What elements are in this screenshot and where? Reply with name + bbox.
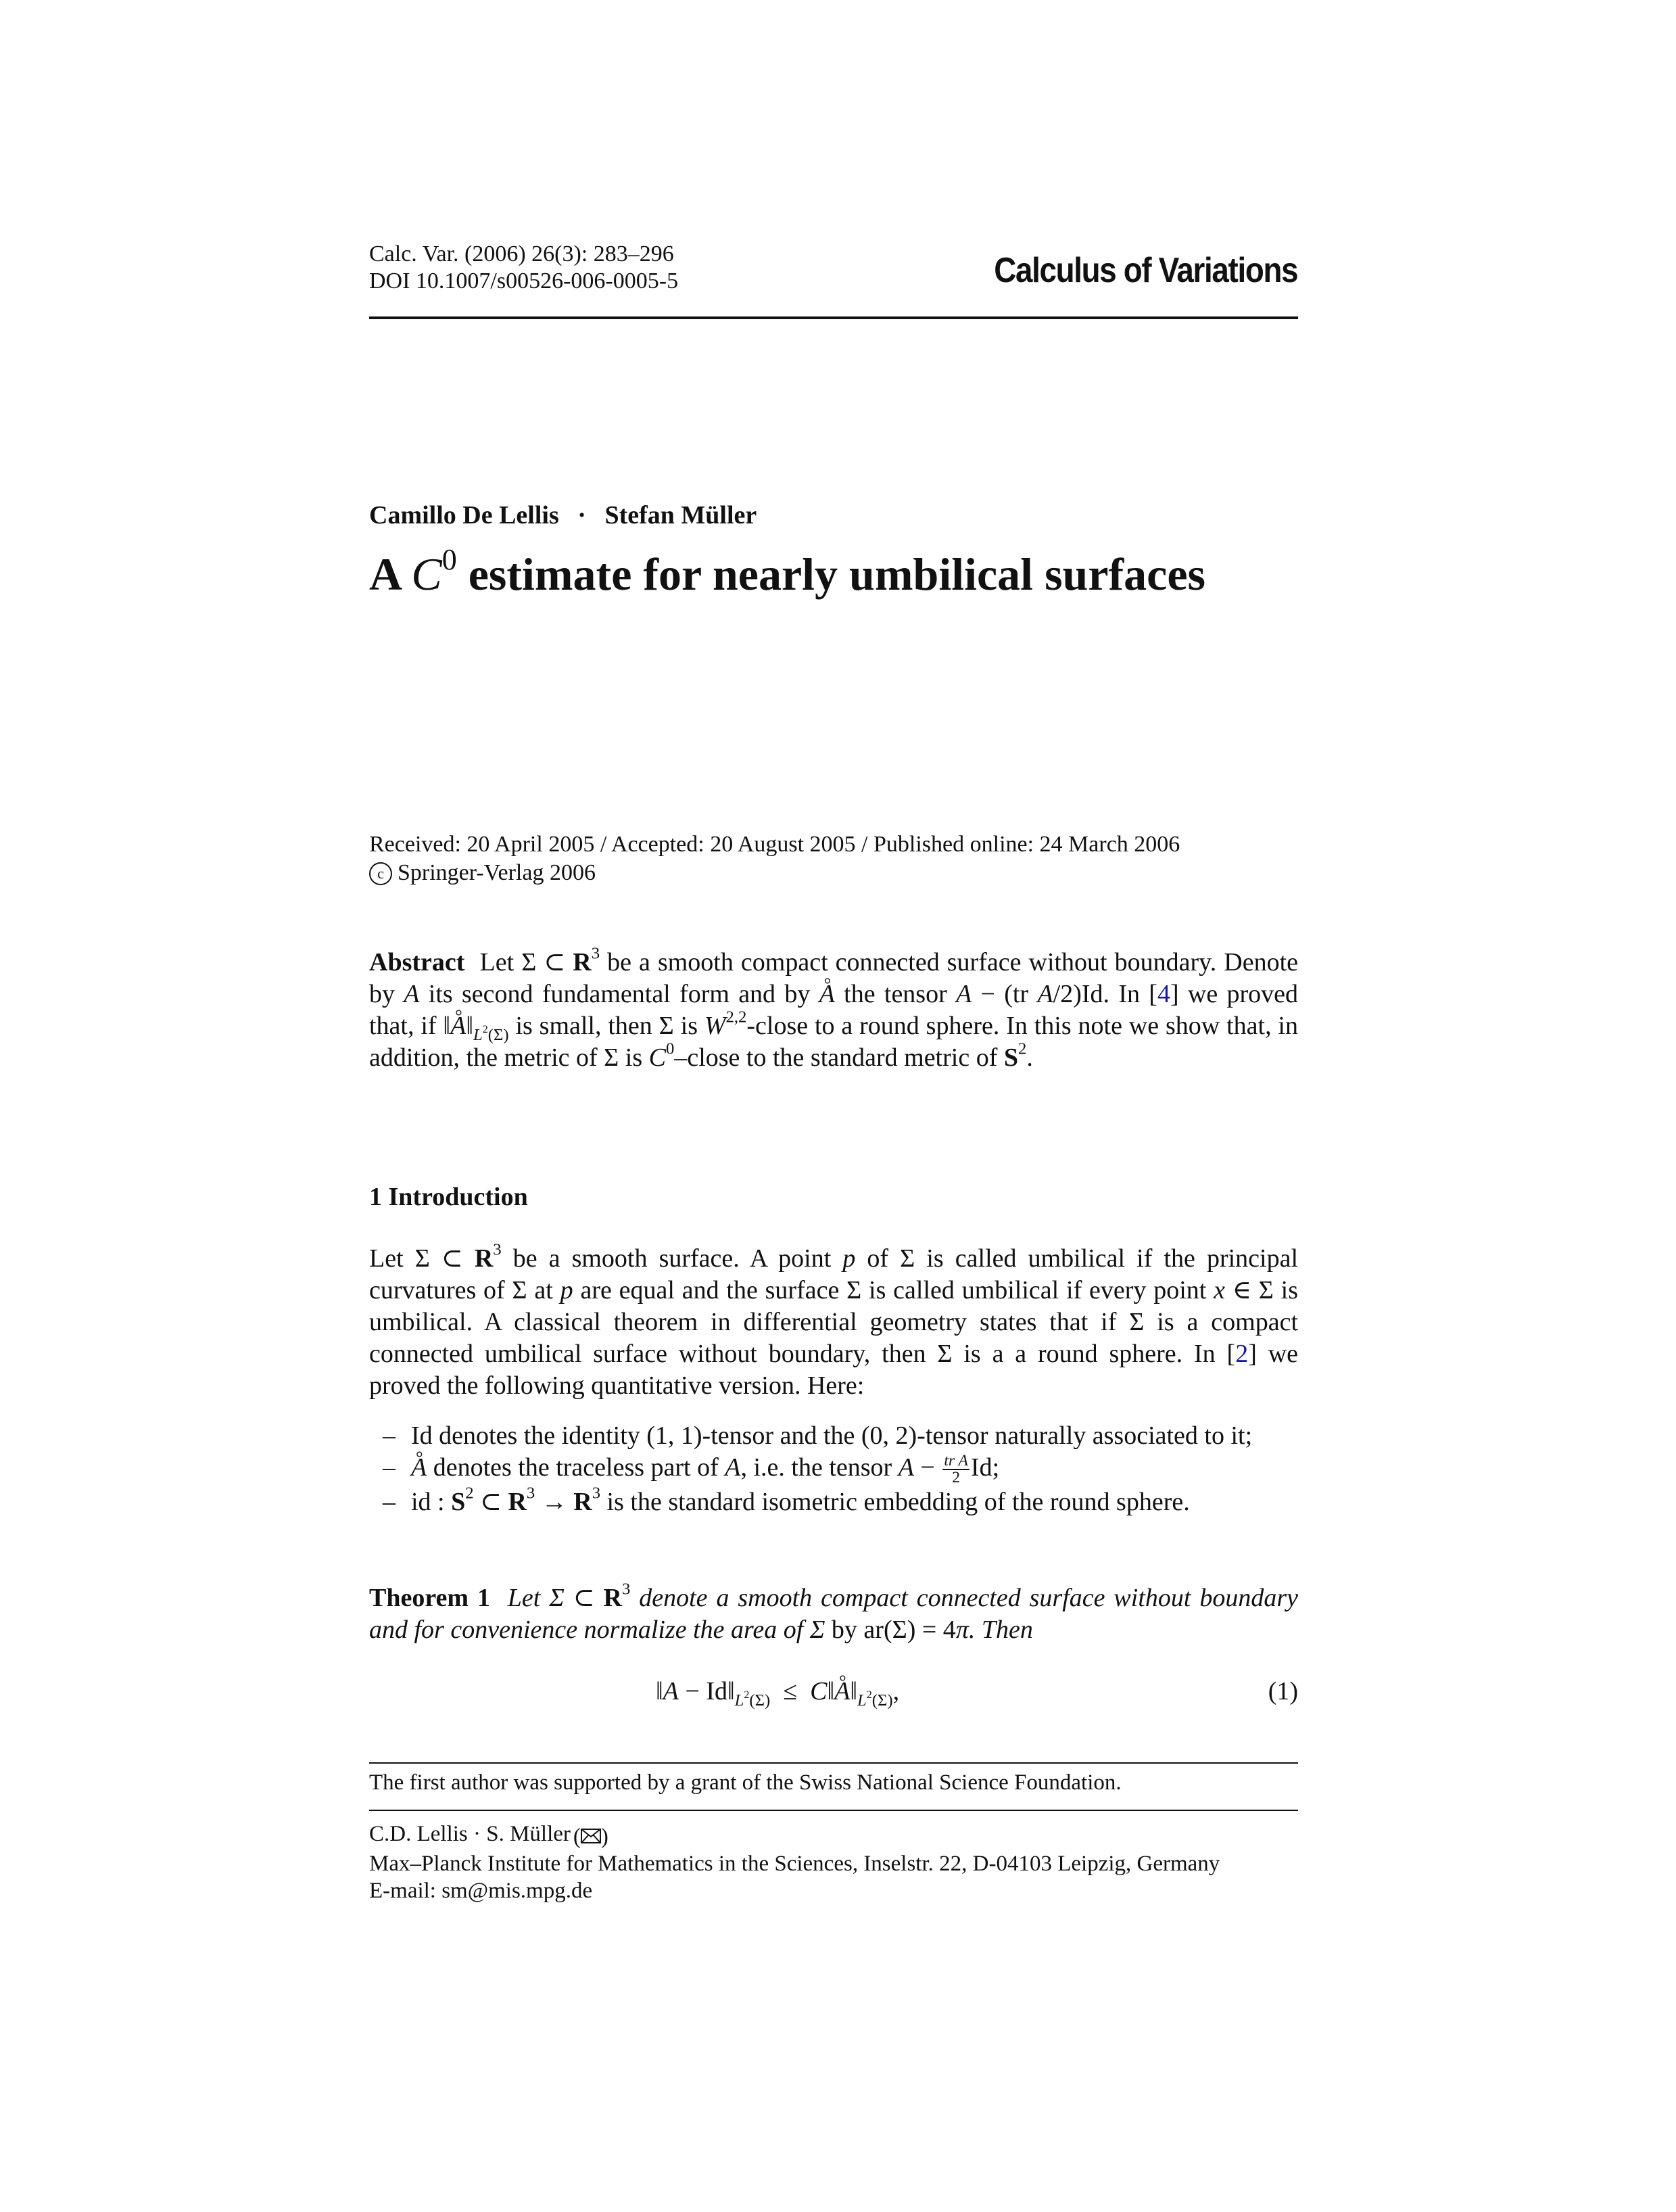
footnote-rule bbox=[369, 1762, 1298, 1764]
citation-link-2[interactable]: 2 bbox=[1235, 1340, 1249, 1368]
section-heading bbox=[369, 1182, 528, 1212]
paper-title bbox=[369, 543, 1206, 601]
affiliation-email[interactable]: E-mail: sm@mis.mpg.de bbox=[369, 1879, 593, 1903]
copyright-line bbox=[369, 859, 1180, 887]
footnote-rule-2 bbox=[369, 1810, 1298, 1811]
intro-paragraph: Let Σ ⊂ $R^3$ be a smooth surface. A point p of Σ is called umbilical if the principal curvatures of Σ at p are equal and the surface Σ is called umbilical if every point x ∈ Σ is umbilical. A classical theorem in differential geometry states that if Σ is a compact connected umbilical surface without boundary, then Σ is a a round sphere. In [2] we proved the following quantitative version. Here: bbox=[369, 1240, 1299, 1400]
journal-citation bbox=[369, 241, 678, 295]
title-symbol: $C^0$ bbox=[411, 543, 457, 600]
theorem-1: Theorem 1 Let Σ ⊂ $R^3$ denote a smooth compact connected surface without boundary and for convenience normalize the area of Σ by ar(Σ) = 4π. Then bbox=[369, 1580, 1299, 1644]
citation-link-4[interactable]: 4 bbox=[1157, 980, 1170, 1008]
section-number: 1 bbox=[369, 1183, 382, 1211]
section-title: Introduction bbox=[388, 1183, 528, 1211]
author-line bbox=[369, 500, 757, 530]
copyright-icon: c bbox=[369, 862, 392, 885]
envelope-icon: ( ) bbox=[573, 1825, 608, 1849]
affiliation-names: C.D. Lellis · S. Müller ( ) bbox=[369, 1822, 608, 1849]
author-1: Camillo De Lellis bbox=[369, 501, 559, 530]
equation-number: (1) bbox=[1268, 1677, 1298, 1705]
header-rule bbox=[369, 316, 1298, 319]
journal-name: Calculus of Variations bbox=[993, 251, 1297, 290]
author-2: Stefan Müller bbox=[604, 501, 757, 530]
title-prefix: A bbox=[369, 548, 400, 600]
list-item: – ° A denotes the traceless part of A, i.e. the tensor A − $\frac{\text{tr A}}{2}$ Id; bbox=[369, 1452, 1298, 1486]
affiliation-block bbox=[369, 1820, 1220, 1904]
received-line: Received: 20 April 2005 / Accepted: 20 August 2005 / Published online: 24 March 2006 bbox=[369, 832, 1180, 857]
title-rest: estimate for nearly umbilical surfaces bbox=[468, 548, 1206, 600]
list-item: – id : $S^2$ ⊂ $R^3 \to R^3$ is the standard isometric embedding of the round sphere. bbox=[383, 1484, 1190, 1516]
abstract-label: Abstract bbox=[369, 948, 465, 976]
author-separator: · bbox=[577, 501, 586, 530]
theorem-label: Theorem 1 bbox=[369, 1584, 490, 1612]
list-item: – Id denotes the identity (1, 1)-tensor and the (0, 2)-tensor naturally associated to it; bbox=[383, 1421, 1253, 1450]
affiliation-institute: Max–Planck Institute for Mathematics in the Sciences, Inselstr. 22, D-04103 Leipzig, Germany bbox=[369, 1852, 1220, 1876]
funding-footnote: The first author was supported by a grant of the Swiss National Science Foundation. bbox=[369, 1770, 1122, 1795]
citation-line: Calc. Var. (2006) 26(3): 283–296 bbox=[369, 241, 674, 266]
copyright-text: Springer-Verlag 2006 bbox=[398, 860, 596, 885]
equation-body: ‖A − $Id‖_{L^2(\Sigma)}$ ≤ C‖° $A‖_{L^2(\Sigma)}$, bbox=[656, 1676, 899, 1708]
publication-dates bbox=[369, 830, 1180, 887]
doi-line: DOI 10.1007/s00526-006-0005-5 bbox=[369, 268, 679, 293]
definition-list bbox=[369, 1420, 1298, 1518]
abstract: Abstract Let Σ ⊂ $R^3$ be a smooth compact connected surface without boundary. Denote by A its second fundamental form and by ° A the tensor A − (tr A/2)Id. In [4] we proved that, if ‖° $A‖_{L^2(\Sigma)}$ is small, then Σ is W$^{2,2}$-close to a round sphere. In this note we show that, in addition, the metric of Σ is $C^0$–close to the standard metric of $S^2$. bbox=[369, 947, 1298, 1074]
